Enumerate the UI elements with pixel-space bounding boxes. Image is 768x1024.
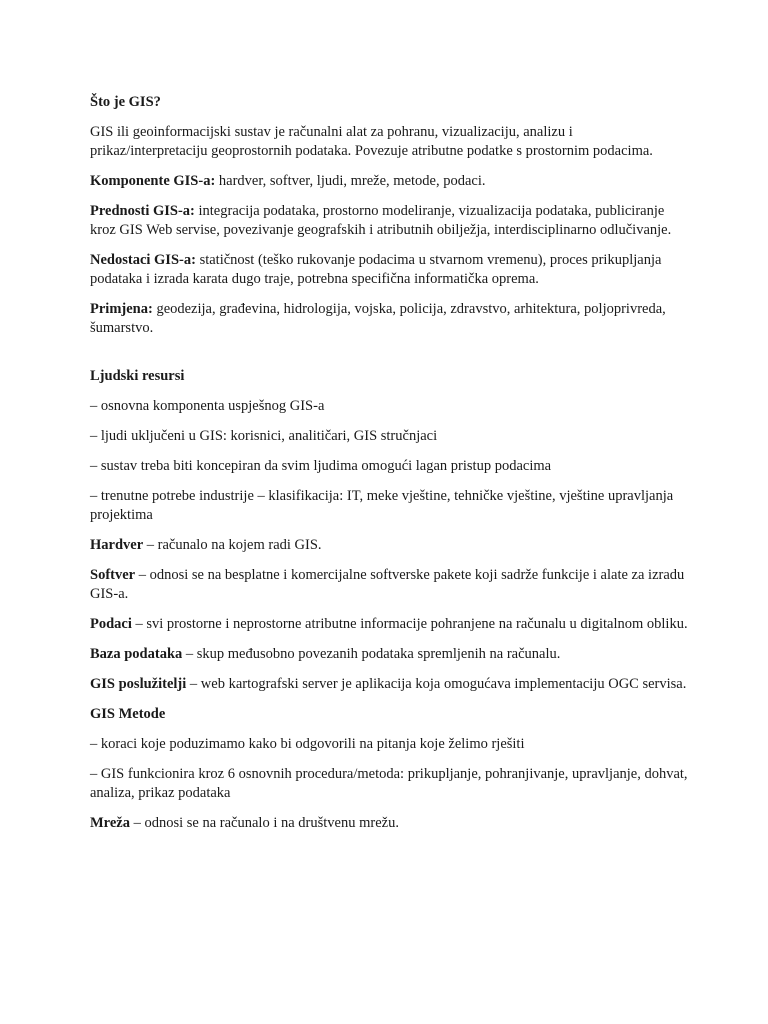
data-paragraph [90,615,690,634]
application-text: geodezija, građevina, hidrologija, vojska, policija, zdravstvo, arhitektura, poljoprivreda, šumarstvo. [90,301,666,336]
network-text: – odnosi se na računalo i na društvenu mrežu. [129,815,399,831]
servers-paragraph [90,675,690,694]
disadvantages-text: statičnost (teško rukovanje podacima u stvarnom vremenu), proces prikupljanja podataka i izrada karata dugo traje, potrebna specifična informatička oprema. [90,252,662,287]
methods-item: – koraci koje poduzimamo kako bi odgovorili na pitanja koje želimo rješiti [90,736,525,752]
servers-text: – web kartografski server je aplikacija koja omogućava implementaciju OGC servisa. [186,676,687,692]
document-page [90,93,690,844]
disadvantages-term: Nedostaci GIS-a: [90,252,196,268]
disadvantages-paragraph [90,251,690,289]
servers-term: GIS poslužitelji [90,676,187,692]
application-paragraph [90,300,690,338]
network-term: Mreža [90,815,130,831]
methods-item: – GIS funkcionira kroz 6 osnovnih procedura/metoda: prikupljanje, pohranjivanje, upravljanje, dohvat, analiza, prikaz podataka [90,766,688,801]
human-resources-item: – sustav treba biti koncepiran da svim ljudima omogući lagan pristup podacima [90,458,552,474]
network-paragraph [90,814,690,833]
human-resources-item: – ljudi uključeni u GIS: korisnici, analitičari, GIS stručnjaci [90,428,438,444]
components-paragraph [90,172,690,191]
components-term: Komponente GIS-a: [90,173,216,189]
hardware-term: Hardver [90,537,144,553]
hardware-text: – računalo na kojem radi GIS. [143,537,322,553]
advantages-term: Prednosti GIS-a: [90,203,195,219]
section-heading-human-resources: Ljudski resursi [90,368,185,384]
advantages-text: integracija podataka, prostorno modeliranje, vizualizacija podataka, publiciranje kroz GIS Web servise, povezivanje geografskih i atributnih obilježja, interdisciplinarno odlučivanje. [90,203,672,238]
gis-definition: GIS ili geoinformacijski sustav je računalni alat za pohranu, vizualizaciju, analizu i prikaz/interpretaciju geoprostornih podataka. Povezuje atributne podatke s prostornim podacima. [90,124,653,159]
database-term: Baza podataka [90,646,183,662]
application-term: Primjena: [90,301,153,317]
software-term: Softver [90,567,136,583]
database-paragraph [90,645,690,664]
section-spacer [90,349,690,367]
software-text: – odnosi se na besplatne i komercijalne softverske pakete koji sadrže funkcije i alate za izradu GIS-a. [90,567,685,602]
section-heading-what-is-gis: Što je GIS? [90,94,161,110]
advantages-paragraph [90,202,690,240]
database-text: – skup međusobno povezanih podataka spremljenih na računalu. [182,646,561,662]
data-term: Podaci [90,616,132,632]
human-resources-item: – osnovna komponenta uspješnog GIS-a [90,398,325,414]
components-text: hardver, softver, ljudi, mreže, metode, podaci. [215,173,486,189]
section-heading-gis-methods: GIS Metode [90,706,166,722]
hardware-paragraph [90,536,690,555]
software-paragraph [90,566,690,604]
human-resources-item: – trenutne potrebe industrije – klasifikacija: IT, meke vještine, tehničke vještine, vještine upravljanja projektima [90,488,674,523]
data-text: – svi prostorne i neprostorne atributne informacije pohranjene na računalu u digitalnom obliku. [131,616,688,632]
